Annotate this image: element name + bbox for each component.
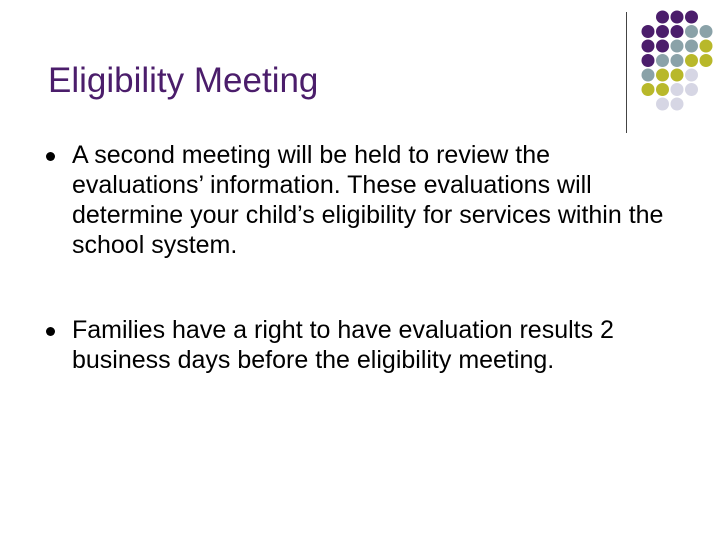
decorative-dot bbox=[671, 98, 684, 111]
decorative-dot bbox=[656, 69, 669, 82]
decorative-dot bbox=[685, 11, 698, 24]
slide-title: Eligibility Meeting bbox=[48, 61, 319, 100]
decorative-dot bbox=[671, 54, 684, 67]
decorative-dot bbox=[642, 25, 655, 38]
decorative-dot bbox=[671, 69, 684, 82]
bullet-item bbox=[46, 315, 666, 375]
decorative-dot bbox=[656, 25, 669, 38]
decorative-dot bbox=[700, 25, 713, 38]
decorative-dot bbox=[671, 25, 684, 38]
bullet-item bbox=[46, 140, 666, 260]
decorative-dot bbox=[700, 40, 713, 53]
decorative-dot bbox=[685, 83, 698, 96]
decorative-dot bbox=[656, 54, 669, 67]
bullet-text: Families have a right to have evaluation results 2 business days before the eligibility meeting. bbox=[72, 316, 614, 374]
decorative-dot bbox=[671, 83, 684, 96]
decorative-dot bbox=[656, 11, 669, 24]
decorative-dot bbox=[671, 40, 684, 53]
bullet-text: A second meeting will be held to review the evaluations’ information. These evaluations will determine your child’s eligibility for services within the school system. bbox=[72, 141, 664, 259]
decorative-dot bbox=[685, 54, 698, 67]
decorative-dot bbox=[671, 11, 684, 24]
decorative-dot bbox=[642, 83, 655, 96]
decorative-dot bbox=[685, 40, 698, 53]
decorative-dot bbox=[656, 40, 669, 53]
decorative-dot bbox=[700, 54, 713, 67]
decorative-dot bbox=[656, 98, 669, 111]
decorative-dot bbox=[642, 40, 655, 53]
bullet-list bbox=[46, 140, 666, 375]
decorative-dot bbox=[642, 54, 655, 67]
decorative-dot bbox=[656, 83, 669, 96]
decorative-dot bbox=[685, 69, 698, 82]
decorative-dot bbox=[685, 25, 698, 38]
title-divider-line bbox=[626, 12, 627, 133]
bullet-dot-icon bbox=[46, 152, 55, 161]
bullet-dot-icon bbox=[46, 327, 55, 336]
decorative-dot bbox=[642, 69, 655, 82]
